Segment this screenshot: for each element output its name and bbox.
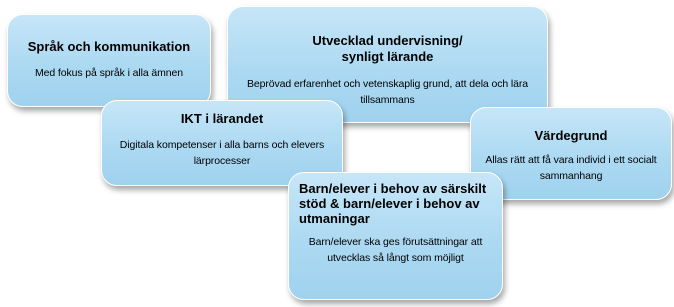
card-title: IKT i lärandet bbox=[180, 111, 264, 126]
card-title: Språk och kommunikation bbox=[27, 39, 191, 54]
card-body: Digitala kompetenser i alla barns och elevers lärprocesser bbox=[119, 139, 325, 167]
card-title: Utvecklad undervisning/ synligt lärande bbox=[312, 33, 463, 64]
card-barn-elever-i-behov bbox=[288, 172, 503, 300]
card-title: Värdegrund bbox=[534, 128, 608, 143]
card-body: Beprövad erfarenhet och vetenskaplig grund, att dela och lära tillsammans bbox=[246, 78, 529, 106]
card-title: Barn/elever i behov av särskilt stöd & barn/elever i behov av utmaningar bbox=[299, 181, 487, 226]
card-body: Allas rätt att få vara individ i ett socialt sammanhang bbox=[485, 154, 657, 182]
card-body: Barn/elever ska ges förutsättningar att utvecklas så långt som möjligt bbox=[308, 236, 483, 264]
card-sprak-och-kommunikation bbox=[7, 14, 211, 107]
card-body: Med fokus på språk i alla ämnen bbox=[34, 67, 184, 79]
